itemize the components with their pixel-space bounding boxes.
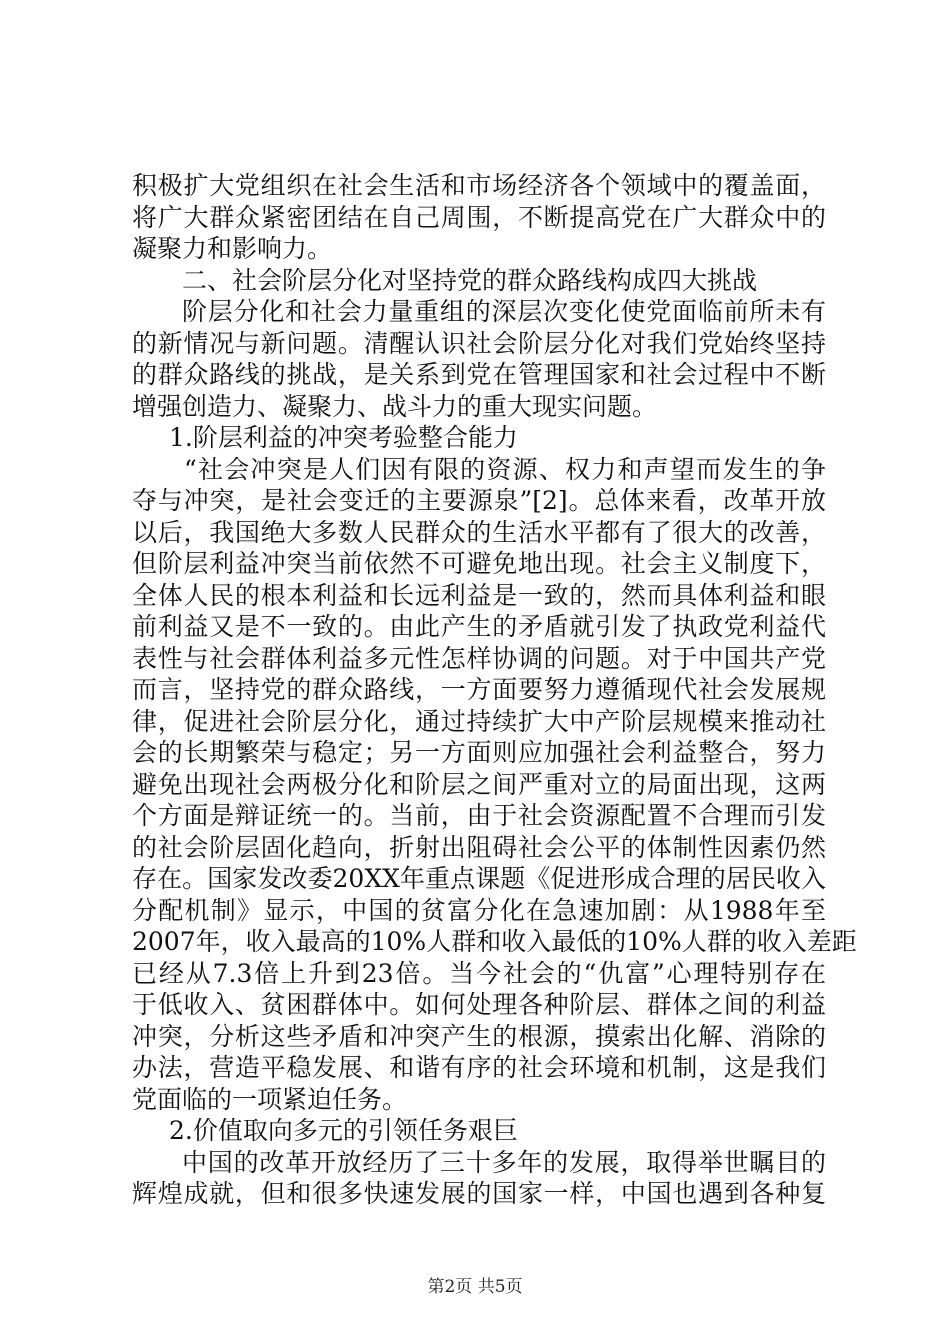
text-line: 办法，营造平稳发展、和谐有序的社会环境和机制，这是我们 — [132, 1053, 826, 1082]
text-line: 将广大群众紧密团结在自己周围，不断提高党在广大群众中的 — [132, 202, 826, 232]
text-line: 于低收入、贫困群体中。如何处理各种阶层、群体之间的利益 — [132, 990, 826, 1019]
page-footer: 第2页 共5页 — [427, 1277, 523, 1297]
text-line: 会的长期繁荣与稳定；另一方面则应加强社会利益整合，努力 — [132, 738, 826, 767]
text-line: 但阶层利益冲突当前依然不可避免地出现。社会主义制度下， — [132, 549, 826, 578]
text-line: 增强创造力、凝聚力、战斗力的重大现实问题。 — [132, 391, 658, 421]
document-body — [132, 170, 857, 1210]
text-line: 律，促进社会阶层分化，通过持续扩大中产阶层规模来推动社 — [132, 706, 826, 736]
text-line: 2007年，收入最高的10%人群和收入最低的10%人群的收入差距 — [132, 927, 857, 956]
text-line: 分配机制》显示，中国的贫富分化在急速加剧：从1988年至 — [132, 895, 826, 925]
text-line: 阶层分化和社会力量重组的深层次变化使党面临前所未有 — [182, 297, 826, 326]
text-line: 积极扩大党组织在社会生活和市场经济各个领域中的覆盖面， — [132, 171, 826, 200]
subsection-heading: 2.价值取向多元的引领任务艰巨 — [169, 1116, 518, 1145]
text-line: 已经从7.3倍上升到23倍。当今社会的“仇富”心理特别存在 — [132, 958, 826, 988]
text-line: 而言，坚持党的群众路线，一方面要努力遵循现代社会发展规 — [132, 675, 826, 704]
text-line: 的社会阶层固化趋向，折射出阻碍社会公平的体制性因素仍然 — [132, 832, 826, 862]
text-line: 的群众路线的挑战，是关系到党在管理国家和社会过程中不断 — [132, 360, 826, 389]
text-line: 前利益又是不一致的。由此产生的矛盾就引发了执政党利益代 — [132, 612, 826, 641]
text-line: 党面临的一项紧迫任务。 — [132, 1084, 408, 1114]
text-line: 冲突，分析这些矛盾和冲突产生的根源，摸索出化解、消除的 — [132, 1021, 826, 1051]
text-line: 凝聚力和影响力。 — [132, 234, 333, 263]
section-heading: 二、社会阶层分化对坚持党的群众路线构成四大挑战 — [182, 265, 758, 295]
text-line: 全体人民的根本利益和长远利益是一致的，然而具体利益和眼 — [132, 580, 826, 610]
text-line: 个方面是辩证统一的。当前，由于社会资源配置不合理而引发 — [132, 801, 826, 830]
text-line: 避免出现社会两极分化和阶层之间严重对立的局面出现，这两 — [132, 769, 826, 799]
text-line: 夺与冲突，是社会变迁的主要源泉”[2]。总体来看，改革开放 — [132, 486, 826, 515]
subsection-heading: 1.阶层利益的冲突考验整合能力 — [169, 423, 518, 452]
text-line: 以后，我国绝大多数人民群众的生活水平都有了很大的改善， — [132, 517, 826, 547]
text-line: 辉煌成就，但和很多快速发展的国家一样，中国也遇到各种复 — [132, 1179, 826, 1208]
text-line: “社会冲突是人们因有限的资源、权力和声望而发生的争 — [184, 454, 826, 484]
text-line: 存在。国家发改委20XX年重点课题《促进形成合理的居民收入 — [132, 864, 826, 893]
text-line: 的新情况与新问题。清醒认识社会阶层分化对我们党始终坚持 — [132, 328, 826, 358]
text-line: 表性与社会群体利益多元性怎样协调的问题。对于中国共产党 — [132, 643, 826, 673]
text-line: 中国的改革开放经历了三十多年的发展，取得举世瞩目的 — [182, 1147, 826, 1177]
